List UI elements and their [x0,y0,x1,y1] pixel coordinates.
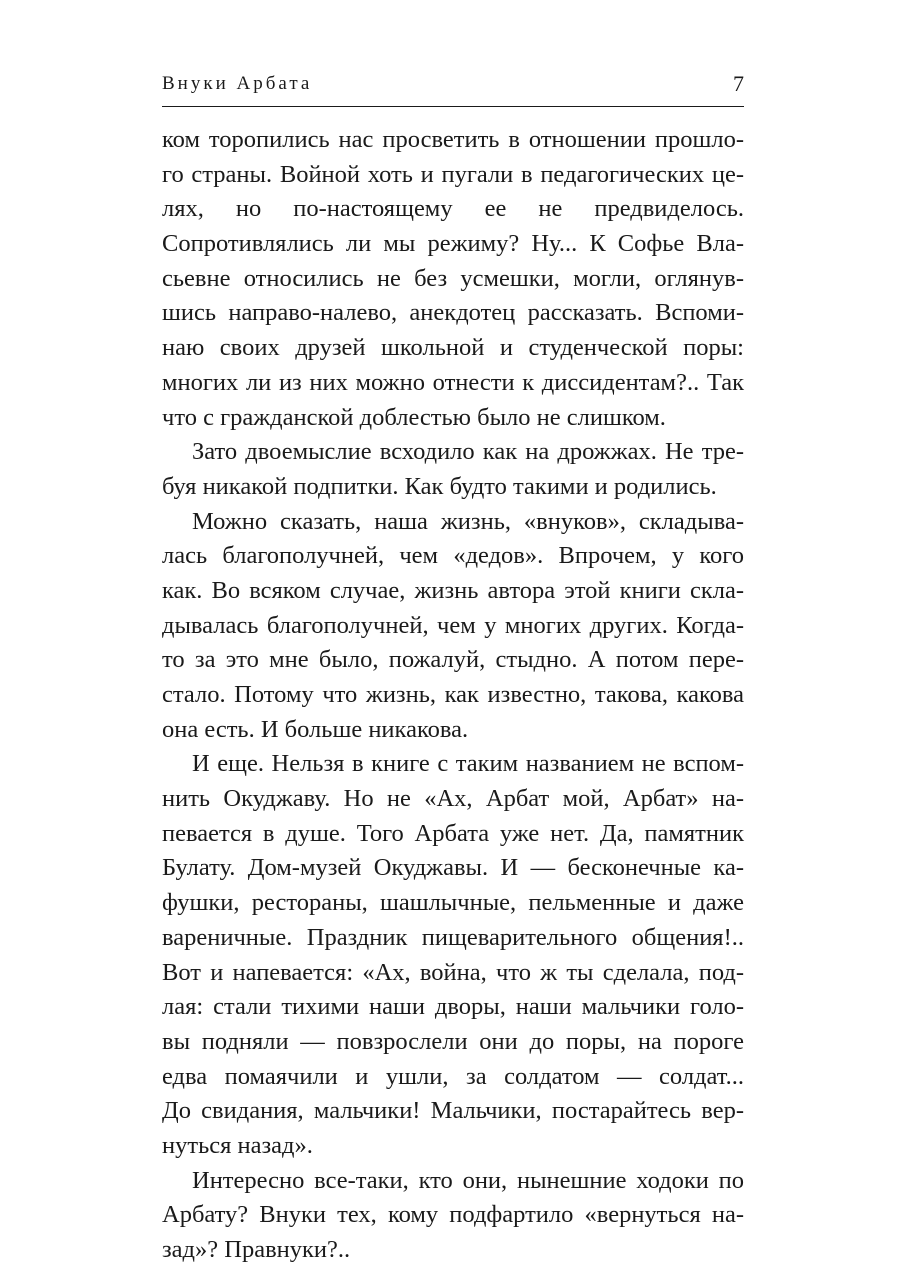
text-line: ком торопились нас просветить в отношении прошло- [162,126,744,153]
text-line: едва помаячили и ушли, за солдатом — солдат... [162,1062,744,1090]
text-line: нить Окуджаву. Но не «Ах, Арбат мой, Арбат» на- [162,785,744,813]
body-text [162,123,744,1268]
text-line: фушки, рестораны, шашлычные, пельменные и даже [162,889,744,917]
paragraph [162,1164,744,1268]
running-head [162,68,744,100]
text-line: дывалась благополучней, чем у многих других. Когда- [162,611,744,639]
text-line: го страны. Войной хоть и пугали в педагогических це- [162,160,744,188]
text-line: многих ли из них можно отнести к диссидентам?.. Так [162,368,744,396]
text-line: лась благополучней, чем «дедов». Впрочем, у кого [162,542,744,570]
text-line: сьевне относились не без усмешки, могли, оглянув- [162,264,744,292]
text-line: что с гражданской доблестью было не слишком. [162,403,666,431]
text-line: Зато двоемыслие всходило как на дрожжах. Не тре- [192,438,744,466]
page-number: 7 [733,71,744,96]
paragraph [162,505,744,748]
text-line: буя никакой подпитки. Как будто такими и родились. [162,472,717,500]
paragraph [162,747,744,1163]
paragraph [162,123,744,435]
text-line: как. Во всяком случае, жизнь автора этой книги скла- [162,576,744,604]
text-line: шись направо-налево, анекдотец рассказать. Вспоми- [162,299,744,327]
text-line: лая: стали тихими наши дворы, наши мальчики голо- [162,993,744,1021]
text-line: она есть. И больше никакова. [162,715,469,743]
running-title: Внуки Арбата [162,73,313,94]
text-line: то за это мне было, пожалуй, стыдно. А потом пере- [162,646,744,674]
text-line: наю своих друзей школьной и студенческой поры: [162,334,744,362]
text-line: певается в душе. Того Арбата уже нет. Да, памятник [162,819,744,847]
text-line: Сопротивлялись ли мы режиму? Ну... К Софье Вла- [162,230,744,258]
text-line: зад»? Правнуки?.. [162,1236,351,1263]
text-line: нуться назад». [162,1131,313,1159]
text-line: стало. Потому что жизнь, как известно, такова, какова [162,681,744,708]
header-rule [162,106,744,107]
text-line: До свидания, мальчики! Мальчики, постарайтесь вер- [162,1097,744,1125]
text-line: Булату. Дом-музей Окуджавы. И — бесконечные ка- [162,854,744,882]
text-line: вареничные. Праздник пищеварительного общения!.. [162,923,744,951]
text-line: Можно сказать, наша жизнь, «внуков», складыва- [192,507,744,535]
paragraph [162,435,744,504]
text-line: Интересно все-таки, кто они, нынешние ходоки по [192,1166,744,1194]
text-line: вы подняли — повзрослели они до поры, на пороге [162,1027,744,1055]
text-line: лях, но по-настоящему ее не предвиделось. [162,195,744,223]
text-line: И еще. Нельзя в книге с таким названием не вспом- [192,750,744,778]
text-line: Вот и напевается: «Ах, война, что ж ты сделала, под- [162,958,744,986]
text-line: Арбату? Внуки тех, кому подфартило «вернуться на- [162,1201,744,1229]
